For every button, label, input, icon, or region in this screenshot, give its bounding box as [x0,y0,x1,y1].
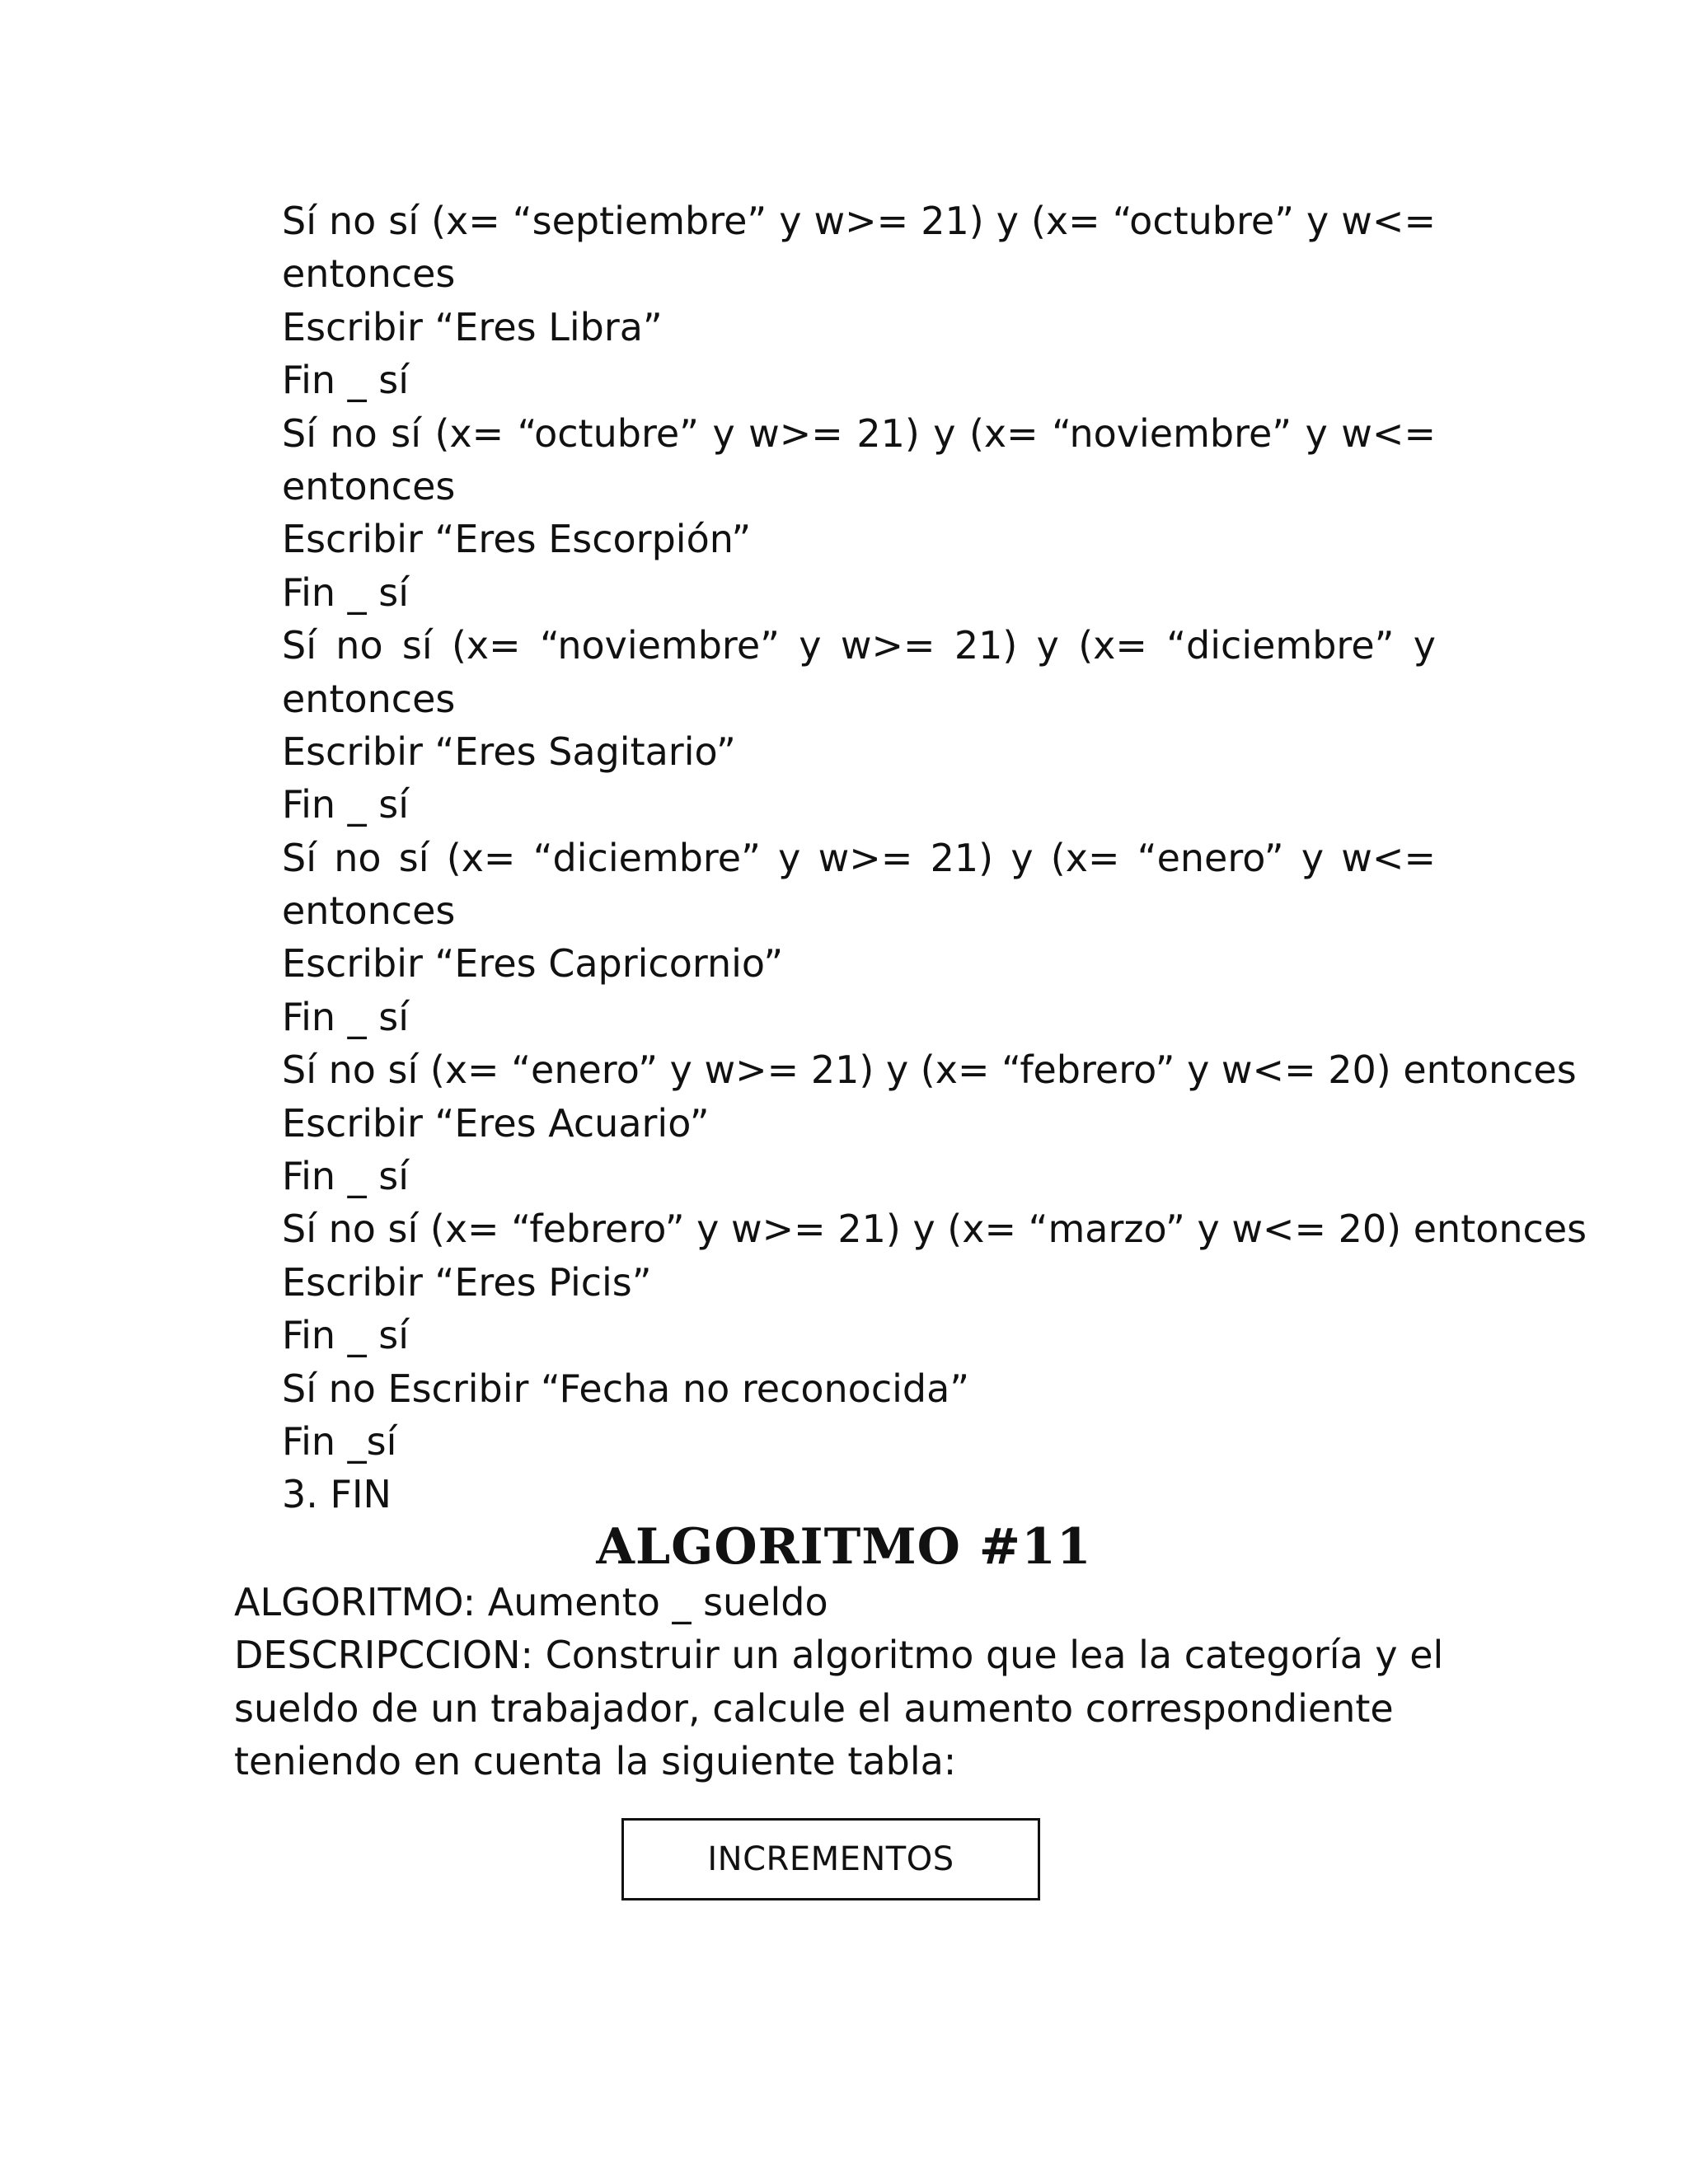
code-line: Escribir “Eres Sagitario” [282,729,736,774]
pseudocode-block [282,194,1587,1521]
code-line: Escribir “Eres Picis” [282,1259,652,1305]
code-line: Fin _ sí [282,569,410,615]
code-line: Sí no sí (x= “febrero” y w>= 21) y (x= “marzo” y w<= 20) entonces [282,1207,1587,1252]
description-line: ALGORITMO: Aumento _ sueldo [234,1580,828,1624]
description-line: DESCRIPCCION: Construir un algoritmo que lea la categoría y el [234,1633,1444,1678]
code-line: Escribir “Eres Libra” [282,304,663,349]
code-line: 3. FIN [282,1472,392,1517]
code-line: Escribir “Eres Escorpión” [282,517,752,562]
code-line: entonces [282,463,456,509]
code-line: Fin _sí [282,1418,397,1464]
code-line: entonces [282,676,456,721]
code-line: Sí no sí (x= “octubre” y w>= 21) y (x= “noviembre” y w<= [282,410,1436,456]
code-line: Fin _ sí [282,1154,410,1199]
increments-table-header [621,1818,1040,1900]
code-line: Sí no Escribir “Fecha no reconocida” [282,1366,970,1411]
code-line: Sí no sí (x= “diciembre” y w>= 21) y (x= “enero” y w<= [282,835,1436,880]
code-line: entonces [282,888,456,934]
code-line: entonces [282,251,456,297]
description-line: teniendo en cuenta la siguiente tabla: [234,1739,957,1784]
code-line: Fin _ sí [282,782,410,827]
code-line: Sí no sí (x= “septiembre” y w>= 21) y (x= “octubre” y w<= [282,199,1436,243]
code-line: Sí no sí (x= “noviembre” y w>= 21) y (x= “diciembre” y [282,623,1436,668]
code-line: Sí no sí (x= “enero” y w>= 21) y (x= “febrero” y w<= 20) entonces [282,1047,1577,1093]
description-line: sueldo de un trabajador, calcule el aumento correspondiente [234,1685,1394,1731]
code-line: Fin _ sí [282,358,410,403]
increments-label: INCREMENTOS [707,1840,954,1878]
code-line: Fin _ sí [282,1313,410,1358]
section-title: ALGORITMO #11 [596,1518,1092,1576]
code-line: Fin _ sí [282,994,410,1039]
code-line: Escribir “Eres Acuario” [282,1100,710,1146]
code-line: Escribir “Eres Capricornio” [282,941,784,987]
description-block [234,1576,1446,1788]
